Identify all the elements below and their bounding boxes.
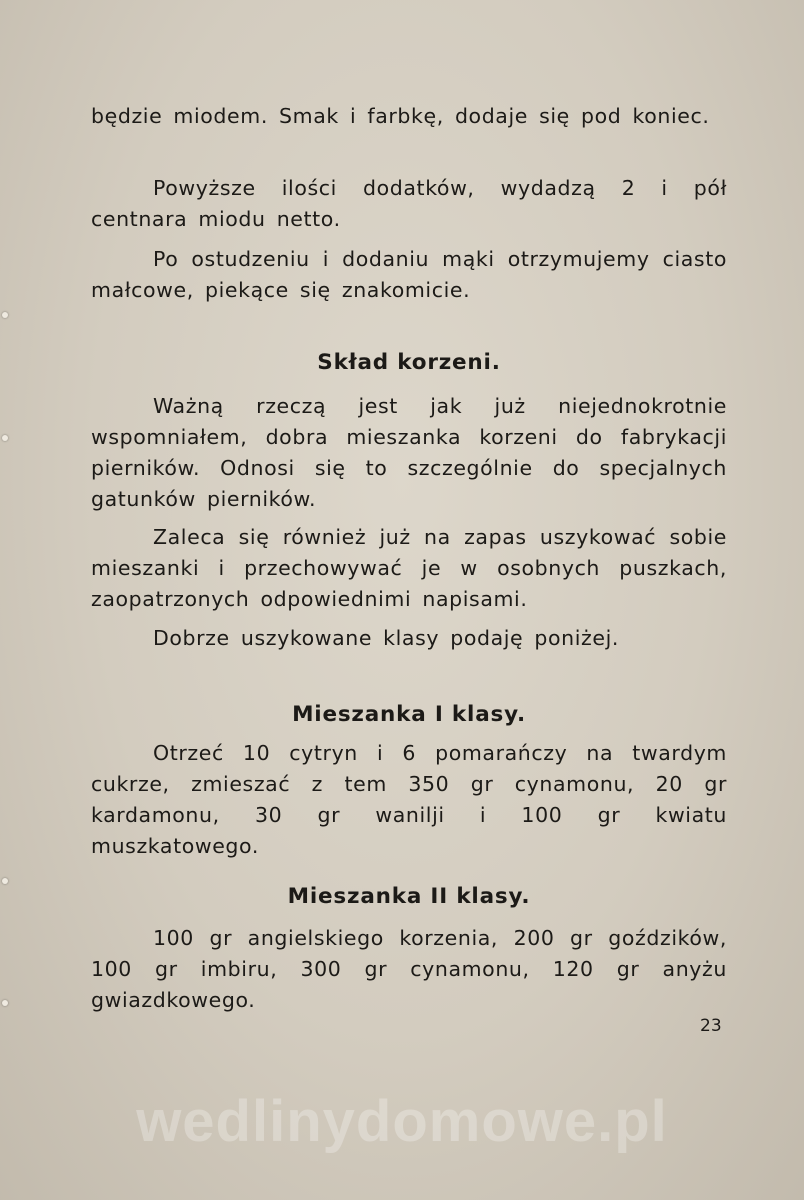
binding-hole: [2, 1000, 8, 1006]
binding-hole: [2, 878, 8, 884]
watermark: wedlinydomowe.pl: [136, 1089, 668, 1154]
paragraph: Otrzeć 10 cytryn i 6 pomarańczy na twardym cukrze, zmieszać z tem 350 gr cynamonu, 20 gr kardamonu, 30 gr wanilji i 100 gr kwiatu muszkatowego.: [91, 741, 727, 858]
paragraph: Dobrze uszykowane klasy podaję poniżej.: [153, 626, 619, 650]
section-heading: Skład korzeni.: [317, 350, 501, 375]
paragraph: Zaleca się również już na zapas uszykować sobie mieszanki i przechowywać je w osobnych puszkach, zaopatrzonych odpowiednimi napisami.: [91, 525, 727, 611]
page-number: 23: [700, 1016, 722, 1036]
section-heading: Mieszanka I klasy.: [292, 702, 526, 727]
paragraph: będzie miodem. Smak i farbkę, dodaje się pod koniec.: [91, 104, 710, 128]
paragraph: Po ostudzeniu i dodaniu mąki otrzymujemy ciasto małcowe, piekące się znakomicie.: [91, 247, 727, 302]
binding-hole: [2, 435, 8, 441]
paragraph: Powyższe ilości dodatków, wydadzą 2 i pół centnara miodu netto.: [91, 176, 727, 231]
binding-hole: [2, 312, 8, 318]
paragraph: 100 gr angielskiego korzenia, 200 gr goździków, 100 gr imbiru, 300 gr cynamonu, 120 gr anyżu gwiazdkowego.: [91, 926, 727, 1012]
paragraph: Ważną rzeczą jest jak już niejednokrotnie wspomniałem, dobra mieszanka korzeni do fabrykacji pierników. Odnosi się to szczególnie do specjalnych gatunków pierników.: [91, 394, 727, 511]
section-heading: Mieszanka II klasy.: [287, 884, 531, 909]
